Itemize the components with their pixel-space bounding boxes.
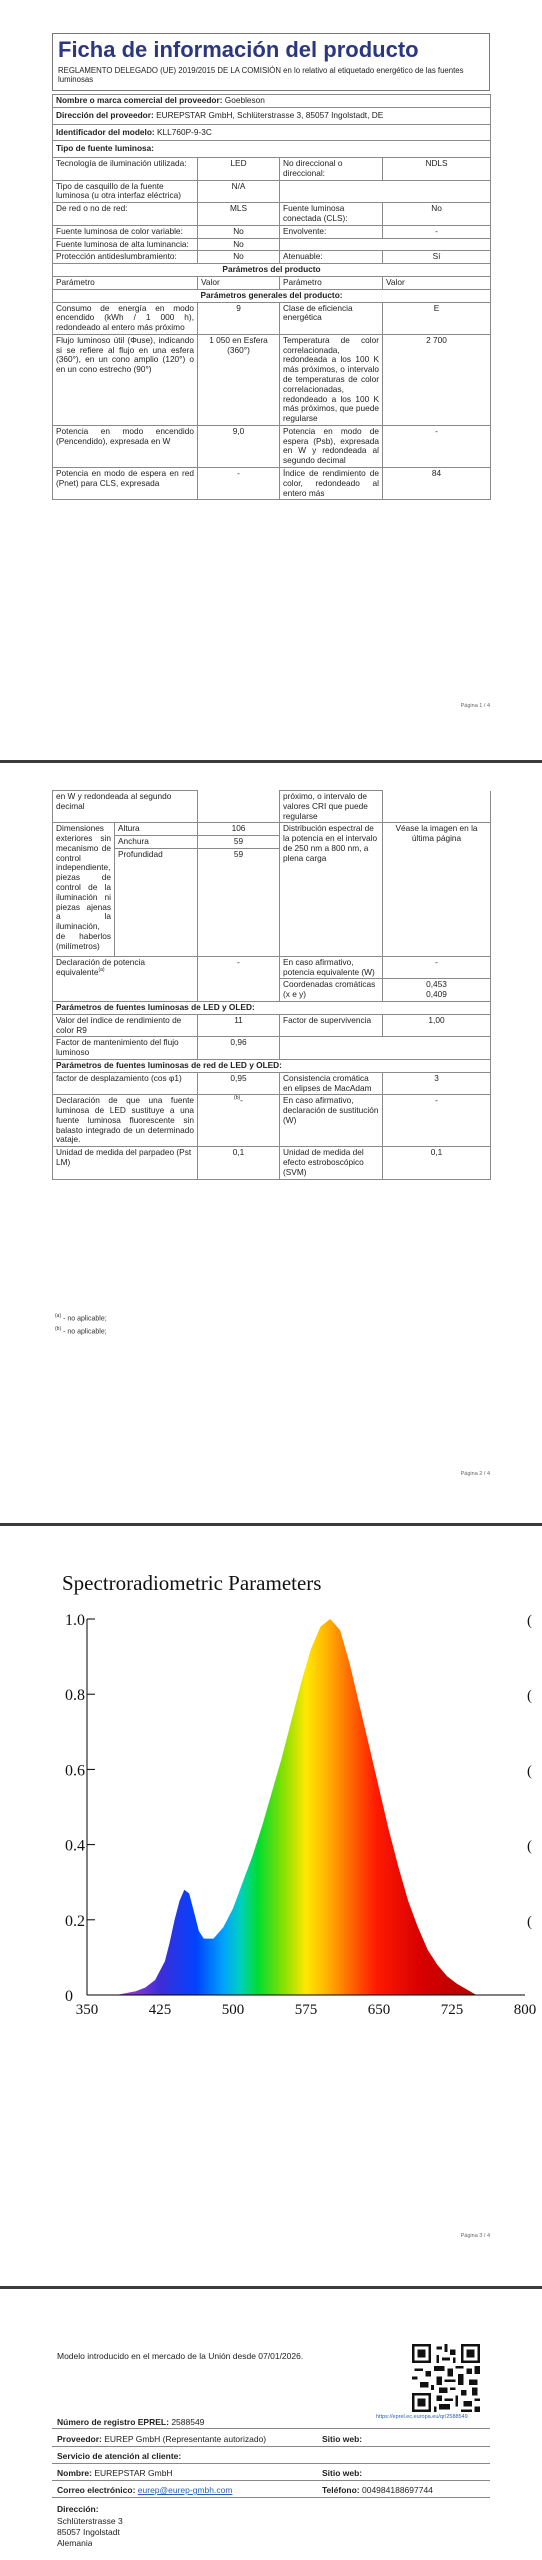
- cri-label: Índice de rendimiento de color, redondeado al entero más: [280, 468, 383, 500]
- y-tick-label: 0.4: [65, 1837, 85, 1855]
- r9-label: Valor del índice de rendimiento de color R9: [53, 1014, 198, 1037]
- rule-2: [52, 2446, 490, 2447]
- maintenance-label: Factor de mantenimiento del flujo luminoso: [53, 1037, 198, 1060]
- phone-label: Teléfono:: [322, 2485, 360, 2495]
- flux-label: Flujo luminoso útil (Φuse), indicando si se refiere al flujo en una esfera (360°), en un cono amplio (120°) o en un cono estrecho (90°): [53, 334, 198, 425]
- consumption-value: 9: [198, 302, 280, 334]
- displacement-label: factor de desplazamiento (cos φ1): [53, 1072, 198, 1095]
- footnote-a-text: - no aplicable;: [61, 1315, 107, 1323]
- page-title: Ficha de información del producto: [58, 37, 419, 62]
- replace-w-value: -: [383, 1095, 491, 1147]
- networked-row: [53, 468, 491, 500]
- flicker-row: [53, 1147, 491, 1179]
- equiv-label: Declaración de potencia equivalente: [56, 956, 146, 977]
- params-heading: Parámetros del producto: [53, 264, 491, 277]
- replace-footnote-mark: (b): [234, 1095, 241, 1102]
- right-axis-mark: (: [527, 1763, 532, 1780]
- replace-value: -: [240, 1095, 243, 1106]
- efficiency-class-value: E: [383, 302, 491, 334]
- chroma-y: 0,409: [426, 989, 447, 1000]
- col-param-1: Parámetro: [53, 276, 198, 289]
- power-row: [53, 425, 491, 467]
- standby-value: -: [383, 425, 491, 467]
- depth-label: Profundidad: [115, 848, 198, 956]
- product-params-table-continued: [52, 790, 491, 1180]
- supplier-address: EUREPSTAR GmbH, Schlüterstrasse 3, 85057 Ingolstadt, DE: [156, 109, 384, 120]
- phone-line: [322, 2485, 433, 2495]
- led-oled-heading: Parámetros de fuentes luminosas de LED y OLED:: [53, 1002, 491, 1015]
- survival-value: 1,00: [383, 1014, 491, 1037]
- supplier-name-row: [53, 95, 491, 108]
- depth-value: 59: [198, 848, 280, 956]
- chart-title: Spectroradiometric Parameters: [62, 1571, 322, 1595]
- equiv-footnote-mark: (a): [98, 966, 105, 973]
- antiglare-row: [53, 251, 491, 264]
- y-tick-label: 1.0: [65, 1612, 85, 1629]
- consistency-label: Consistencia cromática en elipses de MacAdam: [280, 1072, 383, 1095]
- col-value-2: Valor: [383, 276, 491, 289]
- r9-row: [53, 1014, 491, 1037]
- replace-w-label: En caso afirmativo, declaración de sustitución (W): [280, 1095, 383, 1147]
- connected-value: No: [383, 203, 491, 226]
- eprel-value: 2588549: [171, 2417, 205, 2427]
- rule-4: [52, 2480, 490, 2481]
- consumption-row: [53, 302, 491, 334]
- flux-value: 1 050 en Esfera (360°): [198, 334, 280, 425]
- service-name-value: EUREPSTAR GmbH: [94, 2468, 173, 2478]
- x-tick-label: 575: [294, 2002, 318, 2018]
- page-number-1: Página 1 / 4: [460, 703, 490, 709]
- y-tick-label: 0.8: [65, 1687, 85, 1705]
- high-luminance-label: Fuente luminosa de alta luminancia:: [53, 238, 198, 251]
- consistency-value: 3: [383, 1072, 491, 1095]
- market-notice: Modelo introducido en el mercado de la Unión desde 07/01/2026.: [57, 2351, 304, 2361]
- r9-value: 11: [198, 1014, 280, 1037]
- spd-value: Véase la imagen en la última página: [383, 823, 491, 957]
- address-line-2: 85057 Ingolstadt: [57, 2527, 120, 2537]
- continued-left: en W y redondeada al segundo decimal: [53, 791, 198, 823]
- cct-value: 2 700: [383, 334, 491, 425]
- general-heading-row: [53, 289, 491, 302]
- mains-row: [53, 203, 491, 226]
- spd-label: Distribución espectral de la potencia en el intervalo de 250 nm a 800 nm, a plena carga: [280, 823, 383, 957]
- continued-row: [53, 791, 491, 823]
- x-tick-label: 350: [75, 2002, 99, 2018]
- mains-label: De red o no de red:: [53, 203, 198, 226]
- right-axis-mark: (: [527, 1913, 532, 1930]
- displacement-row: [53, 1072, 491, 1095]
- right-axis-mark: (: [527, 1613, 532, 1629]
- params-column-header-row: [53, 276, 491, 289]
- power-on-label: Potencia en modo encendido (Pencendido), expresada en W: [53, 425, 198, 467]
- mains-value: MLS: [198, 203, 280, 226]
- footnote-b-mark: (b): [55, 1326, 62, 1332]
- height-label: Altura: [115, 823, 198, 836]
- qr-link[interactable]: https://eprel.ec.europa.eu/qr/2588549: [376, 2414, 468, 2420]
- maintenance-row: [53, 1037, 491, 1060]
- tech-row: [53, 158, 491, 181]
- supplier-name: Goebleson: [224, 95, 265, 105]
- model-id-label: Identificador del modelo:: [56, 126, 155, 137]
- cct-label: Temperatura de color correlacionada, redondeada a los 100 K más próximos, o intervalo de temperaturas de color correlacionadas, redondeado a los 100 K más próximos, que puede regularse: [280, 334, 383, 425]
- source-type-heading-row: [53, 141, 491, 158]
- x-tick-label: 800: [513, 2002, 537, 2018]
- provider-label: Proveedor:: [57, 2434, 102, 2444]
- flicker-value: 0,1: [198, 1147, 280, 1179]
- directional-value: NDLS: [383, 158, 491, 181]
- dimensions-row-height: [53, 823, 491, 836]
- footnote-a-mark: (a): [55, 1313, 62, 1319]
- power-on-value: 9,0: [198, 425, 280, 467]
- source-type-heading: Tipo de fuente luminosa:: [53, 141, 491, 158]
- efficiency-class-label: Clase de eficiencia energética: [280, 302, 383, 334]
- email-link[interactable]: eurep@eurep-gmbh.com: [137, 2485, 233, 2495]
- page-3: [0, 1526, 542, 2286]
- cri-value: 84: [383, 468, 491, 500]
- email-line: [57, 2485, 232, 2495]
- high-luminance-value: No: [198, 238, 280, 251]
- service-name-line: [57, 2468, 173, 2478]
- footnote-a: [55, 1314, 107, 1324]
- provider-website-label: Sitio web:: [322, 2434, 363, 2444]
- provider-value: EUREP GmbH (Representante autorizado): [104, 2434, 267, 2444]
- footnote-b-text: - no aplicable;: [61, 1328, 107, 1336]
- address-line-3: Alemania: [57, 2538, 93, 2548]
- x-tick-label: 725: [440, 2002, 464, 2018]
- equiv-power-label: En caso afirmativo, potencia equivalente (W): [280, 956, 383, 979]
- tech-value: LED: [198, 158, 280, 181]
- model-id: KLL760P-9-3C: [156, 126, 212, 137]
- mains-led-heading-row: [53, 1059, 491, 1072]
- equiv-row: [53, 956, 491, 979]
- chroma-x: 0,453: [426, 979, 447, 990]
- consumption-label: Consumo de energía en modo encendido (kWh / 1 000 h), redondeado al entero más próximo: [53, 302, 198, 334]
- regulation-subtitle: REGLAMENTO DELEGADO (UE) 2019/2015 DE LA COMISIÓN en lo relativo al etiquetado energético de las fuentes luminosas: [58, 66, 464, 85]
- rule-1: [52, 2428, 490, 2429]
- colour-tunable-label: Fuente luminosa de color variable:: [53, 225, 198, 238]
- x-tick-label: 650: [367, 2002, 391, 2018]
- dimmable-label: Atenuable:: [280, 251, 383, 264]
- footnote-b: [55, 1327, 107, 1337]
- dimmable-value: Sí: [383, 251, 491, 264]
- email-label: Correo electrónico:: [57, 2485, 136, 2495]
- page-number-3: Página 3 / 4: [460, 2233, 490, 2239]
- maintenance-value: 0,96: [198, 1037, 280, 1060]
- envelope-label: Envolvente:: [280, 225, 383, 238]
- width-value: 59: [198, 836, 280, 849]
- cap-label: Tipo de casquillo de la fuente luminosa (u otra interfaz eléctrica): [53, 180, 198, 203]
- supplier-address-label: Dirección del proveedor:: [56, 109, 154, 120]
- x-tick-label: 500: [221, 2002, 245, 2018]
- page-2: [0, 763, 542, 1523]
- colour-tunable-value: No: [198, 225, 280, 238]
- led-oled-heading-row: [53, 1002, 491, 1015]
- envelope-value: -: [383, 225, 491, 238]
- connected-label: Fuente luminosa conectada (CLS):: [280, 203, 383, 226]
- networked-label: Potencia en modo de espera en red (Pnet) para CLS, expresada: [53, 468, 198, 500]
- cap-row: [53, 180, 491, 203]
- col-param-2: Parámetro: [280, 276, 383, 289]
- svm-value: 0,1: [383, 1147, 491, 1179]
- right-axis-mark: (: [527, 1688, 532, 1705]
- phone-value: 004984188697744: [362, 2485, 433, 2495]
- y-tick-label: 0: [65, 1988, 73, 2005]
- tech-label: Tecnología de iluminación utilizada:: [53, 158, 198, 181]
- y-tick-label: 0.2: [65, 1912, 85, 1930]
- address-label: Dirección:: [57, 2504, 99, 2514]
- dimensions-label: Dimensiones exteriores sin mecanismo de control independiente, piezas de control de la iluminación ni piezas ajenas a la iluminación, de haberlos (milímetros): [53, 823, 115, 957]
- equiv-value: -: [198, 956, 280, 1001]
- cap-value: N/A: [198, 180, 280, 203]
- antiglare-value: No: [198, 251, 280, 264]
- service-name-label: Nombre:: [57, 2468, 92, 2478]
- width-label: Anchura: [115, 836, 198, 849]
- right-axis-mark: (: [527, 1838, 532, 1855]
- survival-label: Factor de supervivencia: [280, 1014, 383, 1037]
- general-heading: Parámetros generales del producto:: [53, 289, 491, 302]
- height-value: 106: [198, 823, 280, 836]
- flicker-label: Unidad de medida del parpadeo (Pst LM): [53, 1147, 198, 1179]
- product-sheet-header: [52, 33, 490, 91]
- high-luminance-row: [53, 238, 491, 251]
- col-value-1: Valor: [198, 276, 280, 289]
- eprel-label: Número de registro EPREL:: [57, 2417, 169, 2427]
- supplier-name-label: Nombre o marca comercial del proveedor:: [56, 95, 223, 105]
- params-heading-row: [53, 264, 491, 277]
- chroma-label: Coordenadas cromáticas (x e y): [280, 979, 383, 1002]
- model-id-row: [53, 124, 491, 141]
- rule-3: [52, 2463, 490, 2464]
- address-line-1: Schlüterstrasse 3: [57, 2516, 123, 2526]
- rule-5: [52, 2497, 490, 2498]
- provider-line: [57, 2434, 266, 2444]
- page-1: [0, 0, 542, 760]
- displacement-value: 0,95: [198, 1072, 280, 1095]
- page-number-2: Página 2 / 4: [460, 1471, 490, 1477]
- qr-code-icon[interactable]: [412, 2344, 480, 2412]
- colour-tunable-row: [53, 225, 491, 238]
- networked-value: -: [198, 468, 280, 500]
- service-heading: Servicio de atención al cliente:: [57, 2451, 182, 2461]
- equiv-power-value: -: [383, 956, 491, 979]
- x-tick-label: 425: [148, 2002, 172, 2018]
- mains-led-heading: Parámetros de fuentes luminosas de red de LED y OLED:: [53, 1059, 491, 1072]
- y-tick-label: 0.6: [65, 1762, 85, 1780]
- eprel-line: [57, 2417, 204, 2427]
- product-info-table: [52, 94, 491, 500]
- supplier-address-row: [53, 107, 491, 124]
- service-website-label: Sitio web:: [322, 2468, 363, 2478]
- replace-row: [53, 1095, 491, 1147]
- flux-row: [53, 334, 491, 425]
- svm-label: Unidad de medida del efecto estroboscópico (SVM): [280, 1147, 383, 1179]
- standby-label: Potencia en modo de espera (Psb), expresada en W y redondeada al segundo decimal: [280, 425, 383, 467]
- directional-label: No direccional o direccional:: [280, 158, 383, 181]
- spectrum-chart: [0, 1526, 542, 2286]
- antiglare-label: Protección antideslumbramiento:: [53, 251, 198, 264]
- continued-right: próximo, o intervalo de valores CRI que puede regularse: [280, 791, 383, 823]
- replace-label: Declaración de que una fuente luminosa de LED sustituye a una fuente luminosa fluorescente sin balasto integrado de un determinado vataje.: [53, 1095, 198, 1147]
